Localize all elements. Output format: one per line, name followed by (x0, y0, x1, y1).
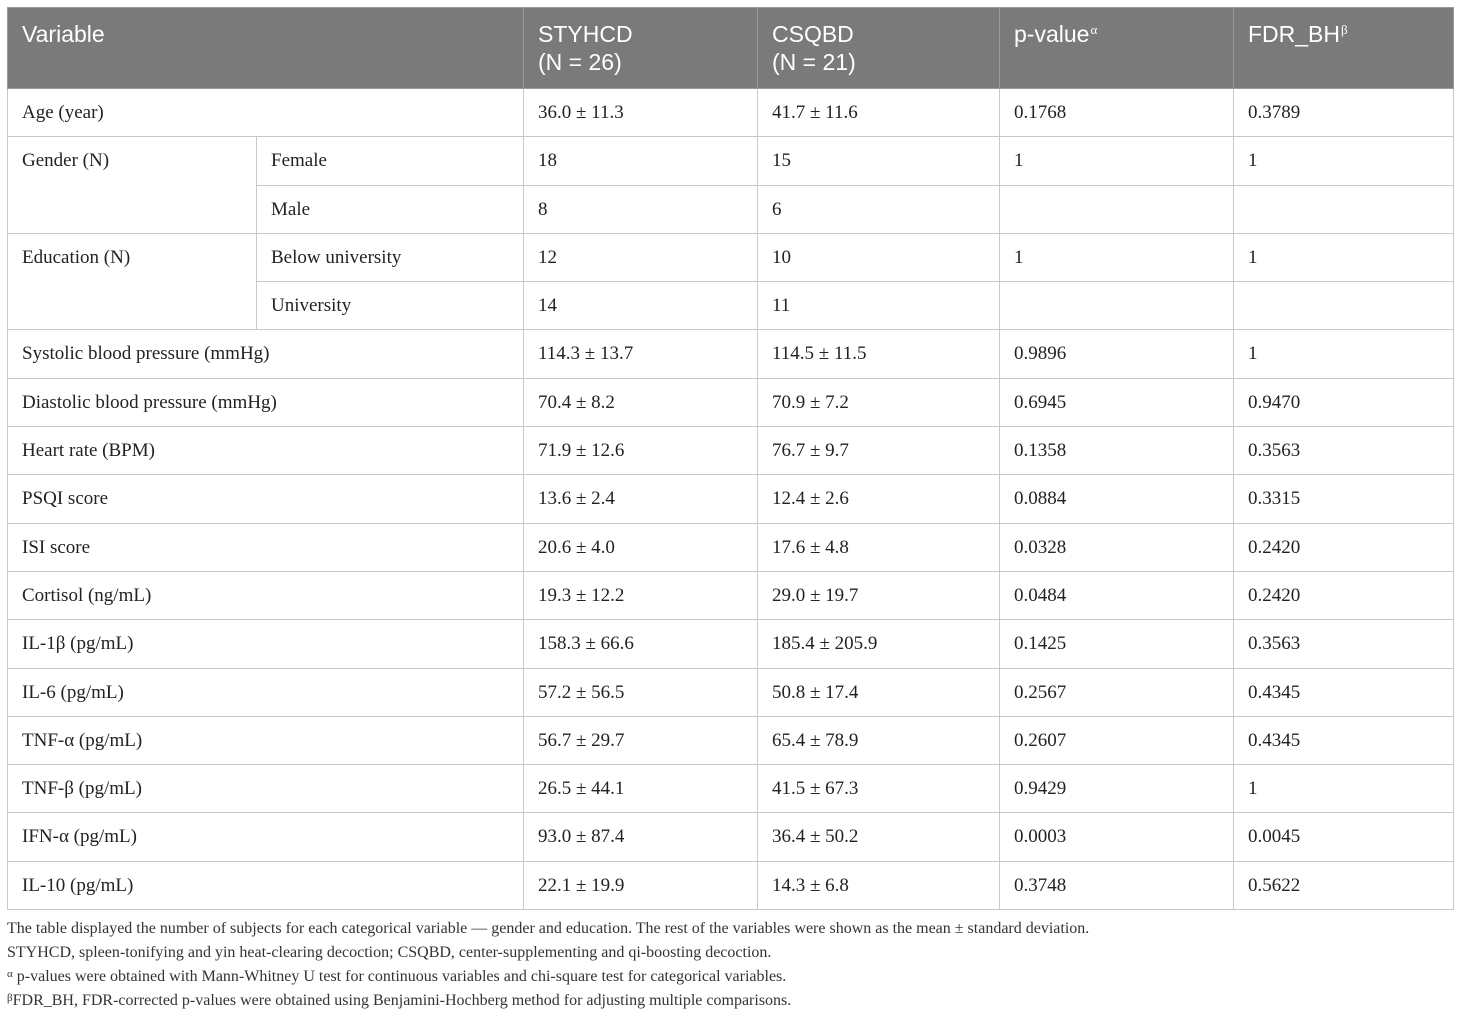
fdr-value: 0.2420 (1234, 523, 1454, 571)
fdr-value: 0.3563 (1234, 427, 1454, 475)
pvalue: 0.1358 (1000, 427, 1234, 475)
row-label: PSQI score (8, 475, 524, 523)
pvalue: 0.9429 (1000, 765, 1234, 813)
fdr-value: 0.4345 (1234, 668, 1454, 716)
row-sublabel: University (257, 282, 524, 330)
table-row (8, 523, 1454, 571)
row-label: Cortisol (ng/mL) (8, 571, 524, 619)
row-label: IL-10 (pg/mL) (8, 861, 524, 909)
fdr-value: 1 (1234, 765, 1454, 813)
table-row (8, 765, 1454, 813)
row-label: TNF-β (pg/mL) (8, 765, 524, 813)
styhcd-value: 56.7 ± 29.7 (524, 716, 758, 764)
header-variable: Variable (8, 8, 524, 89)
fdr-value (1234, 282, 1454, 330)
row-label: IL-6 (pg/mL) (8, 668, 524, 716)
row-label: IFN-α (pg/mL) (8, 813, 524, 861)
fdr-value: 0.3563 (1234, 620, 1454, 668)
pvalue: 1 (1000, 137, 1234, 185)
table-row (8, 813, 1454, 861)
pvalue: 0.6945 (1000, 378, 1234, 426)
row-label: Education (N) (8, 233, 257, 330)
styhcd-value: 93.0 ± 87.4 (524, 813, 758, 861)
row-label: Diastolic blood pressure (mmHg) (8, 378, 524, 426)
data-table-container (7, 7, 1453, 910)
table-row (8, 475, 1454, 523)
table-row (8, 620, 1454, 668)
fdr-value: 0.2420 (1234, 571, 1454, 619)
footnote-pvalue: $^\alpha$ p-values were obtained with Mann-Whitney U test for continuous variables and chi-square test for categorical variables. (7, 968, 787, 985)
fdr-value: 0.5622 (1234, 861, 1454, 909)
styhcd-value: 114.3 ± 13.7 (524, 330, 758, 378)
header-csqbd: CSQBD (N = 21) (758, 8, 1000, 89)
csqbd-value: 14.3 ± 6.8 (758, 861, 1000, 909)
header-styhcd: STYHCD (N = 26) (524, 8, 758, 89)
row-sublabel: Female (257, 137, 524, 185)
pvalue: 0.2607 (1000, 716, 1234, 764)
styhcd-value: 20.6 ± 4.0 (524, 523, 758, 571)
fdr-value: 1 (1234, 330, 1454, 378)
pvalue: 0.0884 (1000, 475, 1234, 523)
row-label: Gender (N) (8, 137, 257, 234)
fdr-value: 0.3789 (1234, 89, 1454, 137)
fdr-value: 1 (1234, 137, 1454, 185)
pvalue: 0.9896 (1000, 330, 1234, 378)
baseline-characteristics-table (7, 7, 1454, 910)
pvalue (1000, 282, 1234, 330)
footnote-abbreviations: STYHCD, spleen-tonifying and yin heat-clearing decoction; CSQBD, center-supplementing and qi-boosting decoction. (7, 944, 772, 961)
table-row (8, 861, 1454, 909)
styhcd-value: 57.2 ± 56.5 (524, 668, 758, 716)
csqbd-value: 185.4 ± 205.9 (758, 620, 1000, 668)
fdr-value: 0.4345 (1234, 716, 1454, 764)
csqbd-value: 12.4 ± 2.6 (758, 475, 1000, 523)
styhcd-value: 19.3 ± 12.2 (524, 571, 758, 619)
styhcd-value: 70.4 ± 8.2 (524, 378, 758, 426)
csqbd-value: 76.7 ± 9.7 (758, 427, 1000, 475)
pvalue: 0.0003 (1000, 813, 1234, 861)
table-row (8, 137, 1454, 185)
csqbd-value: 70.9 ± 7.2 (758, 378, 1000, 426)
csqbd-value: 10 (758, 233, 1000, 281)
styhcd-value: 12 (524, 233, 758, 281)
header-pvalue: p-value$^\alpha$ (1000, 8, 1234, 89)
styhcd-value: 8 (524, 185, 758, 233)
csqbd-value: 15 (758, 137, 1000, 185)
pvalue: 0.1768 (1000, 89, 1234, 137)
csqbd-value: 50.8 ± 17.4 (758, 668, 1000, 716)
row-label: Heart rate (BPM) (8, 427, 524, 475)
footnote-description: The table displayed the number of subjects for each categorical variable — gender and education. The rest of the variables were shown as the mean ± standard deviation. (7, 920, 1090, 937)
csqbd-value: 41.7 ± 11.6 (758, 89, 1000, 137)
csqbd-value: 6 (758, 185, 1000, 233)
pvalue: 1 (1000, 233, 1234, 281)
footnote-fdr: $^\beta$FDR_BH, FDR-corrected p-values were obtained using Benjamini-Hochberg method for adjusting multiple comparisons. (7, 992, 792, 1009)
table-row (8, 427, 1454, 475)
csqbd-value: 17.6 ± 4.8 (758, 523, 1000, 571)
csqbd-value: 36.4 ± 50.2 (758, 813, 1000, 861)
fdr-value: 0.3315 (1234, 475, 1454, 523)
styhcd-value: 71.9 ± 12.6 (524, 427, 758, 475)
row-label: Age (year) (8, 89, 524, 137)
table-row (8, 233, 1454, 281)
styhcd-value: 14 (524, 282, 758, 330)
row-sublabel: Below university (257, 233, 524, 281)
csqbd-value: 41.5 ± 67.3 (758, 765, 1000, 813)
styhcd-value: 13.6 ± 2.4 (524, 475, 758, 523)
csqbd-value: 65.4 ± 78.9 (758, 716, 1000, 764)
table-row (8, 571, 1454, 619)
row-label: Systolic blood pressure (mmHg) (8, 330, 524, 378)
fdr-value: 1 (1234, 233, 1454, 281)
styhcd-value: 36.0 ± 11.3 (524, 89, 758, 137)
csqbd-value: 29.0 ± 19.7 (758, 571, 1000, 619)
table-row (8, 89, 1454, 137)
pvalue: 0.3748 (1000, 861, 1234, 909)
row-label: TNF-α (pg/mL) (8, 716, 524, 764)
csqbd-value: 114.5 ± 11.5 (758, 330, 1000, 378)
pvalue: 0.2567 (1000, 668, 1234, 716)
row-label: IL-1β (pg/mL) (8, 620, 524, 668)
table-row (8, 716, 1454, 764)
fdr-value: 0.9470 (1234, 378, 1454, 426)
fdr-value (1234, 185, 1454, 233)
table-footnotes (7, 917, 1453, 1013)
styhcd-value: 158.3 ± 66.6 (524, 620, 758, 668)
header-fdr: $FDR\_BH^\beta$ (1234, 8, 1454, 89)
pvalue (1000, 185, 1234, 233)
pvalue: 0.1425 (1000, 620, 1234, 668)
styhcd-value: 18 (524, 137, 758, 185)
row-sublabel: Male (257, 185, 524, 233)
csqbd-value: 11 (758, 282, 1000, 330)
header-row (8, 8, 1454, 89)
styhcd-value: 26.5 ± 44.1 (524, 765, 758, 813)
fdr-value: 0.0045 (1234, 813, 1454, 861)
pvalue: 0.0484 (1000, 571, 1234, 619)
styhcd-value: 22.1 ± 19.9 (524, 861, 758, 909)
pvalue: 0.0328 (1000, 523, 1234, 571)
table-row (8, 668, 1454, 716)
table-row (8, 330, 1454, 378)
table-row (8, 378, 1454, 426)
row-label: ISI score (8, 523, 524, 571)
